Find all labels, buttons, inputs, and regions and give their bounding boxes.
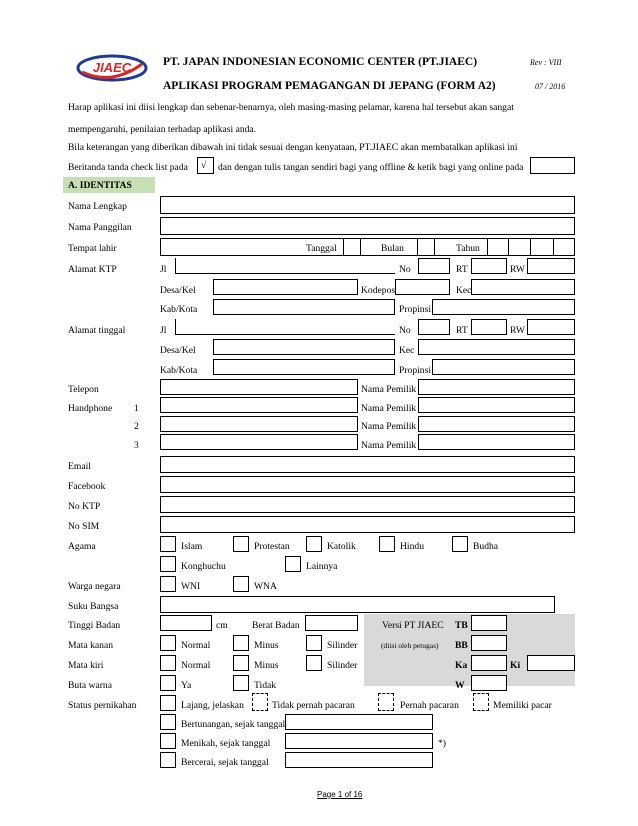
intro-line-4a: Beritanda tanda check list pada <box>68 162 188 173</box>
label-berat-badan: Berat Badan <box>252 620 300 631</box>
bercerai-checkbox[interactable] <box>160 752 176 768</box>
lajang-checkbox[interactable] <box>160 695 176 711</box>
suku-bangsa-field[interactable] <box>160 596 555 613</box>
protestan-checkbox[interactable] <box>233 536 249 552</box>
label-status: Status pernikahan <box>68 700 137 711</box>
kab-tinggal-field[interactable] <box>213 359 395 375</box>
label-versi: Versi PT JIAEC <box>382 620 444 631</box>
label-nama-panggilan: Nama Panggilan <box>68 222 132 233</box>
label-tidak: Tidak <box>254 680 277 691</box>
label-tahun: Tahun <box>456 243 480 254</box>
label-wna: WNA <box>254 581 277 592</box>
label-kec-tinggal: Kec <box>399 345 415 356</box>
label-ka: Ka <box>455 660 468 671</box>
label-mata-kiri: Mata kiri <box>68 660 104 671</box>
label-hp-3: 3 <box>134 440 139 451</box>
label-kab-tinggal: Kab/Kota <box>160 365 198 376</box>
label-no-tinggal: No <box>399 325 411 336</box>
label-tinggi-badan: Tinggi Badan <box>68 620 121 631</box>
section-identitas: A. IDENTITAS <box>68 180 132 191</box>
label-kanan-silinder: Silinder <box>327 640 358 651</box>
label-kiri-minus: Minus <box>254 660 279 671</box>
label-handphone: Handphone <box>68 403 113 414</box>
menikah-date-field[interactable] <box>285 733 433 749</box>
nama-lengkap-field[interactable] <box>160 196 575 214</box>
label-tb: TB <box>455 620 468 631</box>
desa-tinggal-field[interactable] <box>213 339 395 355</box>
desa-ktp-field[interactable] <box>213 279 358 295</box>
label-rw-ktp: RW <box>510 264 525 275</box>
label-no-sim: No SIM <box>68 521 100 532</box>
intro-line-2: mempengaruhi, penilaian terhadap aplikasi anda. <box>68 124 257 135</box>
facebook-field[interactable] <box>160 476 575 493</box>
form-title: APLIKASI PROGRAM PEMAGANGAN DI JEPANG (FORM A2) <box>163 80 496 92</box>
intro-line-4b: dan dengan tulis tangan sendiri bagi yang offline & ketik bagi yang online pada <box>218 162 524 173</box>
label-kanan-normal: Normal <box>181 640 211 651</box>
katolik-checkbox[interactable] <box>306 536 322 552</box>
label-hindu: Hindu <box>400 541 424 552</box>
label-bb: BB <box>455 640 468 651</box>
rw-tinggal-field[interactable] <box>527 319 575 335</box>
rt-ktp-field[interactable] <box>471 258 507 274</box>
buta-ya-checkbox[interactable] <box>160 675 176 691</box>
tinggi-badan-field[interactable] <box>160 615 212 631</box>
intro-line-1: Harap aplikasi ini diisi lengkap dan sebenar-benarnya, oleh masing-masing pelamar, karena hal tersebut akan sangat <box>68 102 514 113</box>
bercerai-date-field[interactable] <box>285 752 433 768</box>
label-pemilik-hp1: Nama Pemilik <box>361 403 417 414</box>
label-bertunangan: Bertunangan, sejak tanggal <box>181 719 286 730</box>
label-kiri-silinder: Silinder <box>327 660 358 671</box>
label-pemilik-hp3: Nama Pemilik <box>361 440 417 451</box>
nama-panggilan-field[interactable] <box>160 217 575 235</box>
label-bulan: Bulan <box>381 243 404 254</box>
label-rw-tinggal: RW <box>510 325 525 336</box>
kiri-normal-checkbox[interactable] <box>160 655 176 671</box>
online-sample-box <box>530 157 575 174</box>
kab-ktp-field[interactable] <box>213 299 395 315</box>
label-hp-2: 2 <box>134 421 139 432</box>
label-no-ktp: No KTP <box>68 501 101 512</box>
tempat-lahir-field[interactable] <box>160 238 575 256</box>
propinsi-ktp-field[interactable] <box>432 299 575 315</box>
label-katolik: Katolik <box>327 541 356 552</box>
label-propinsi-tinggal: Propinsi <box>399 365 431 376</box>
label-buta-warna: Buta warna <box>68 680 112 691</box>
label-kiri-normal: Normal <box>181 660 211 671</box>
label-hp-1: 1 <box>134 403 139 414</box>
label-suku-bangsa: Suku Bangsa <box>68 601 119 612</box>
bb-field[interactable] <box>471 635 507 651</box>
svg-text:JIAEC: JIAEC <box>92 60 132 75</box>
label-ya: Ya <box>181 680 192 691</box>
label-nama-lengkap: Nama Lengkap <box>68 201 127 212</box>
label-menikah: Menikah, sejak tanggal <box>181 738 271 749</box>
label-telepon: Telepon <box>68 384 99 395</box>
menikah-checkbox[interactable] <box>160 733 176 749</box>
no-ktp-number-field[interactable] <box>160 496 575 513</box>
label-budha: Budha <box>473 541 499 552</box>
hp3-field[interactable] <box>160 434 358 450</box>
company-name: PT. JAPAN INDONESIAN ECONOMIC CENTER (PT.JIAEC) <box>163 56 478 68</box>
check-mark: √ <box>201 160 207 171</box>
hindu-checkbox[interactable] <box>379 536 395 552</box>
lainnya-checkbox[interactable] <box>285 556 301 572</box>
label-jl-tinggal: Jl <box>160 325 167 336</box>
page-number: Page 1 of 16 <box>317 790 363 799</box>
telepon-field[interactable] <box>160 379 358 395</box>
label-lainnya: Lainnya <box>306 561 338 572</box>
hp2-field[interactable] <box>160 416 358 432</box>
kiri-minus-checkbox[interactable] <box>233 655 249 671</box>
label-warga-negara: Warga negara <box>68 581 121 592</box>
label-kodepos: Kodepos <box>361 285 396 296</box>
no-tinggal-field[interactable] <box>418 319 450 335</box>
label-islam: Islam <box>181 541 203 552</box>
label-rt-ktp: RT <box>456 264 468 275</box>
revision: Rev : VIII <box>530 58 562 67</box>
budha-checkbox[interactable] <box>452 536 468 552</box>
label-bercerai: Bercerai, sejak tanggal <box>181 757 269 768</box>
ki-field[interactable] <box>527 655 575 671</box>
label-alamat-tinggal: Alamat tinggal <box>68 325 126 336</box>
berat-badan-field[interactable] <box>305 615 358 631</box>
intro-line-3: Bila keterangan yang diberikan dibawah ini tidak sesuai dengan kenyataan, PT.JIAEC akan membatalkan aplikasi ini <box>68 142 518 153</box>
label-diisi: (diisi oleh petugas) <box>381 641 439 650</box>
label-agama: Agama <box>68 541 96 552</box>
label-kab-ktp: Kab/Kota <box>160 304 198 315</box>
no-sim-field[interactable] <box>160 516 575 533</box>
kodepos-field[interactable] <box>395 279 450 295</box>
form-date: 07 / 2016 <box>535 82 566 91</box>
memiliki-checkbox[interactable] <box>473 693 489 711</box>
label-facebook: Facebook <box>68 481 106 492</box>
label-cm: cm <box>216 620 228 631</box>
label-alamat-ktp: Alamat KTP <box>68 264 117 275</box>
label-lajang: Lajang, jelaskan <box>181 700 244 711</box>
pemilik-telepon-field[interactable] <box>418 379 575 395</box>
label-memiliki: Memiliki pacar <box>493 700 552 711</box>
bertunangan-checkbox[interactable] <box>160 714 176 730</box>
bertunangan-date-field[interactable] <box>285 714 433 730</box>
label-kec-ktp: Kec <box>456 285 472 296</box>
label-tanggal: Tanggal <box>306 243 337 254</box>
label-kanan-minus: Minus <box>254 640 279 651</box>
pemilik-hp3-field[interactable] <box>418 434 575 450</box>
label-jl-ktp: Jl <box>160 264 167 275</box>
kec-ktp-field[interactable] <box>471 279 575 295</box>
hp1-field[interactable] <box>160 397 358 413</box>
kanan-normal-checkbox[interactable] <box>160 635 176 651</box>
kec-tinggal-field[interactable] <box>418 339 575 355</box>
kiri-silinder-checkbox[interactable] <box>306 655 322 671</box>
label-desa-tinggal: Desa/Kel <box>160 345 196 356</box>
label-note: *) <box>438 738 446 749</box>
tb-field[interactable] <box>471 615 507 631</box>
label-desa-ktp: Desa/Kel <box>160 285 196 296</box>
label-tempat-lahir: Tempat lahir <box>68 243 117 254</box>
rt-tinggal-field[interactable] <box>471 319 507 335</box>
label-pemilik-telepon: Nama Pemilik <box>361 384 417 395</box>
label-wni: WNI <box>181 581 201 592</box>
label-pernah: Pernah pacaran <box>400 700 459 711</box>
label-pemilik-hp2: Nama Pemilik <box>361 421 417 432</box>
rw-ktp-field[interactable] <box>527 258 575 274</box>
islam-checkbox[interactable] <box>160 536 176 552</box>
kanan-minus-checkbox[interactable] <box>233 635 249 651</box>
ka-field[interactable] <box>471 655 507 671</box>
label-protestan: Protestan <box>254 541 290 552</box>
label-mata-kanan: Mata kanan <box>68 640 114 651</box>
pemilik-hp1-field[interactable] <box>418 397 575 413</box>
no-ktp-field[interactable] <box>418 258 450 274</box>
pemilik-hp2-field[interactable] <box>418 416 575 432</box>
buta-tidak-checkbox[interactable] <box>233 675 249 691</box>
label-w: W <box>455 680 465 691</box>
w-field[interactable] <box>471 675 507 691</box>
kanan-silinder-checkbox[interactable] <box>306 635 322 651</box>
konghuchu-checkbox[interactable] <box>160 556 176 572</box>
pernah-checkbox[interactable] <box>378 693 394 711</box>
label-tidak-pernah: Tidak pernah pacaran <box>272 700 355 711</box>
tidak-pernah-checkbox[interactable] <box>252 693 268 711</box>
label-propinsi-ktp: Propinsi <box>399 304 431 315</box>
label-ki: Ki <box>510 660 521 671</box>
label-no-ktp: No <box>399 264 411 275</box>
wna-checkbox[interactable] <box>233 576 249 592</box>
label-konghuchu: Konghuchu <box>181 561 226 572</box>
propinsi-tinggal-field[interactable] <box>432 359 575 375</box>
wni-checkbox[interactable] <box>160 576 176 592</box>
label-email: Email <box>68 461 91 472</box>
jiaec-logo <box>76 52 148 84</box>
email-field[interactable] <box>160 456 575 473</box>
label-rt-tinggal: RT <box>456 325 468 336</box>
